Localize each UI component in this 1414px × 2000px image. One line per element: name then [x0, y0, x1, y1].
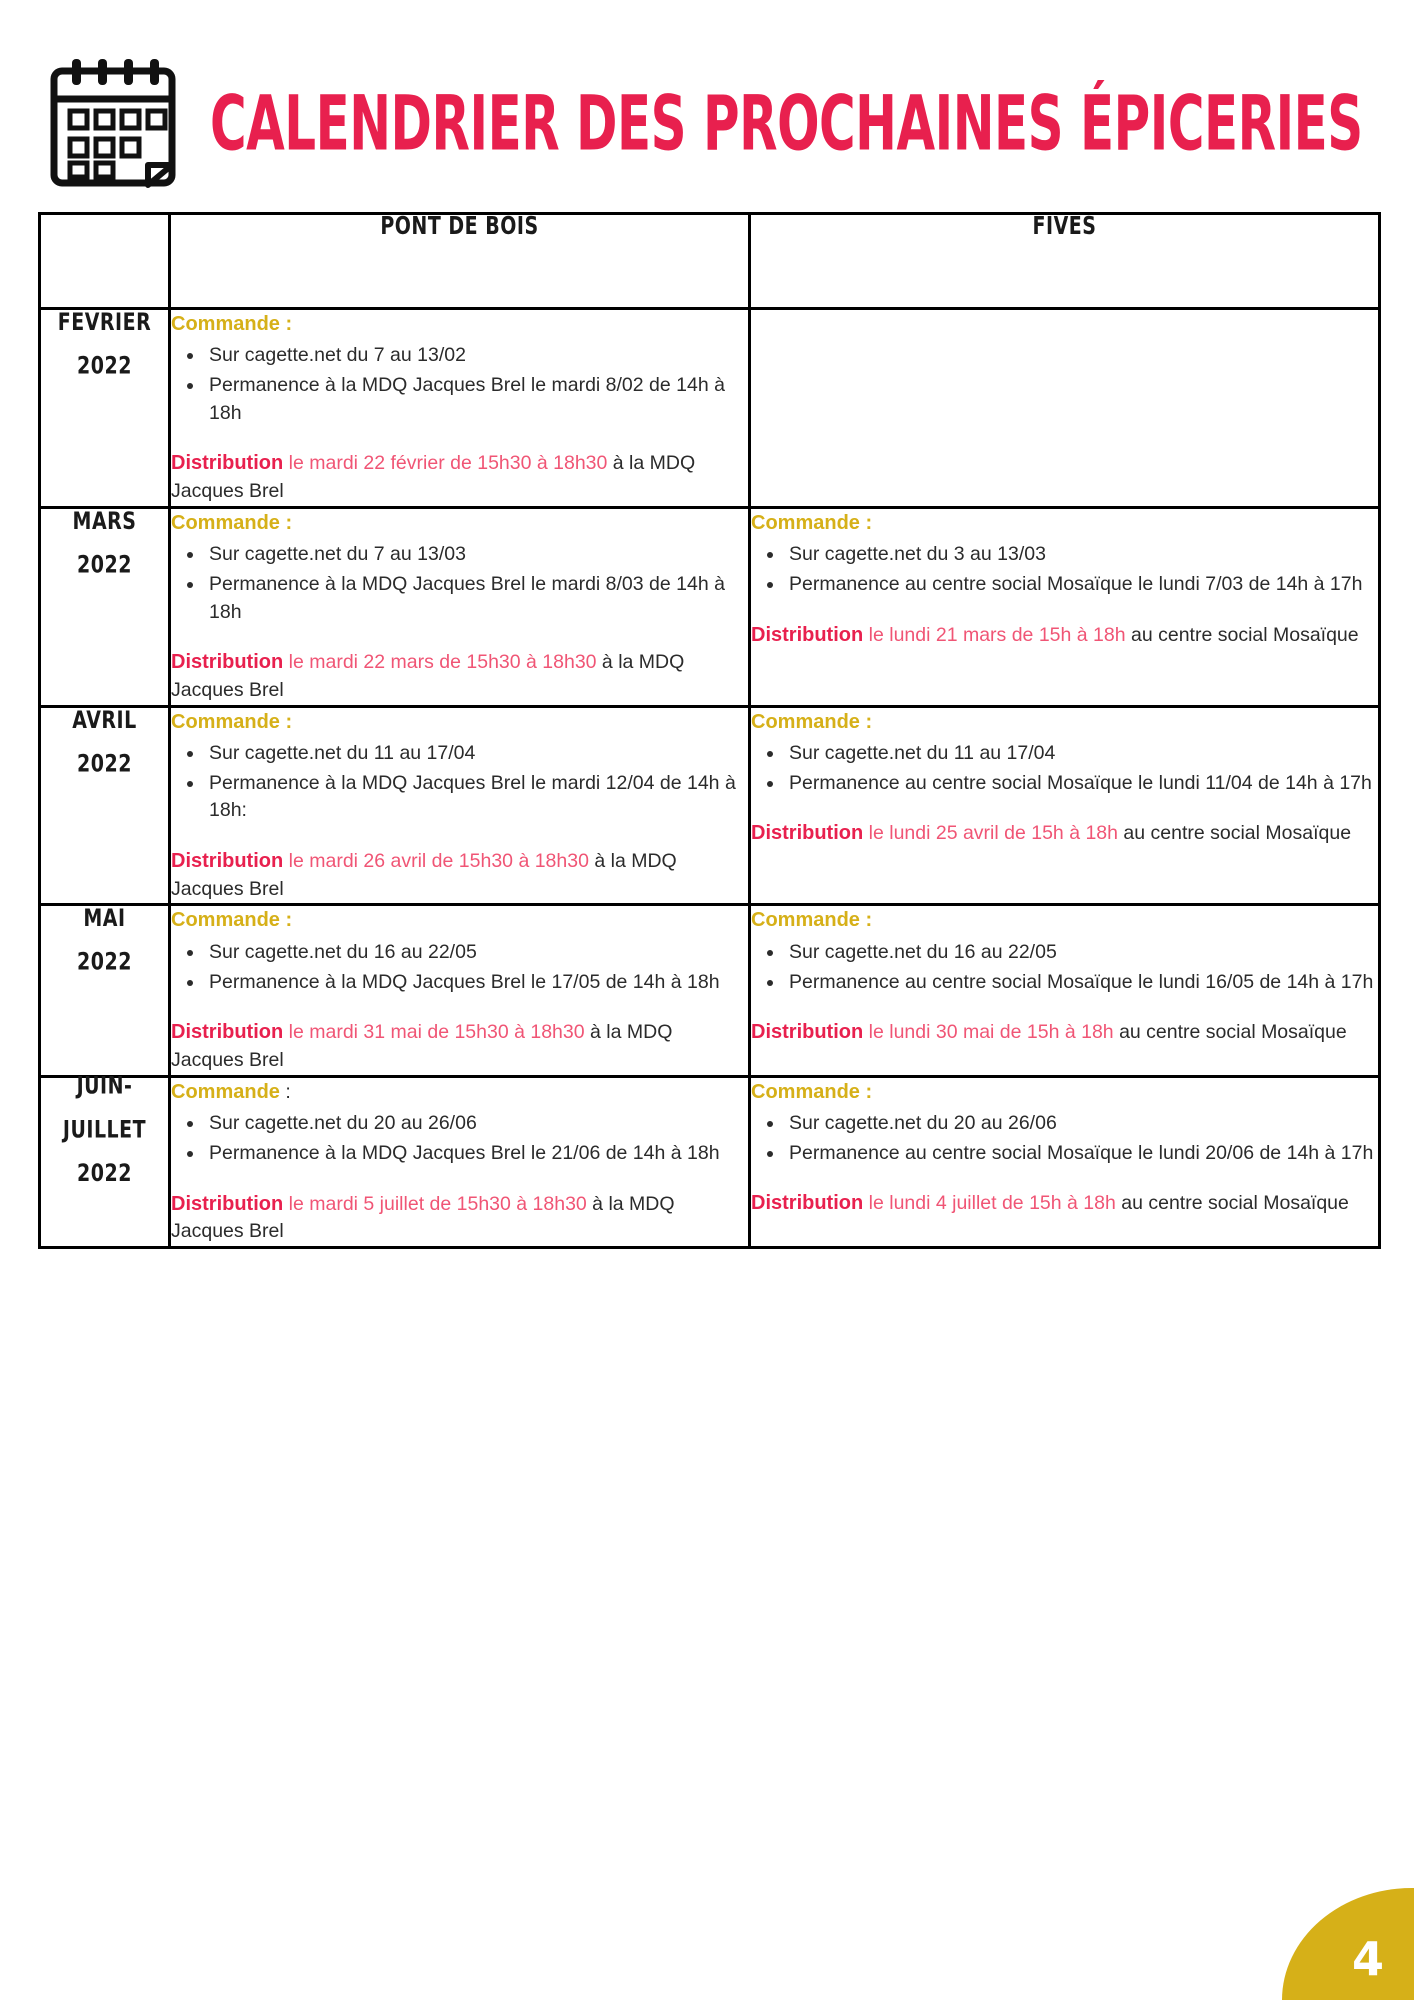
list-item: • Sur cagette.net du 7 au 13/02 — [205, 342, 748, 370]
distribution-label: Distribution — [171, 651, 284, 674]
month-label — [77, 898, 132, 986]
distribution-block — [171, 1018, 748, 1074]
list-item: • Sur cagette.net du 11 au 17/04 — [785, 740, 1378, 768]
month-line-1: FEVRIER — [57, 308, 152, 337]
commande-label: Commande : — [171, 909, 293, 932]
commande-items — [751, 1110, 1378, 1167]
distribution-rest: au centre social Mosaïque — [1123, 822, 1352, 845]
month-cell — [40, 309, 170, 508]
page-number: 4 — [1351, 1932, 1384, 1986]
distribution-highlight: le lundi 4 juillet de 15h à 18h — [863, 1192, 1116, 1215]
month-cell — [40, 507, 170, 706]
month-line-1: MARS — [72, 507, 137, 536]
cell-fives — [750, 905, 1380, 1076]
list-item: • Permanence au centre social Mosaïque le lundi 7/03 de 14h à 17h — [785, 571, 1378, 599]
month-label — [58, 301, 151, 389]
list-item: • Sur cagette.net du 20 au 26/06 — [785, 1110, 1378, 1138]
distribution-highlight: le mardi 22 mars de 15h30 à 18h30 — [283, 651, 597, 674]
distribution-rest: à la MDQ Jacques Brel — [171, 1021, 673, 1071]
table-row — [40, 706, 1380, 905]
column-header-pont-de-bois-label: PONT DE BOIS — [380, 211, 539, 241]
month-line-1: MAI — [83, 905, 126, 933]
column-header-fives-label: FIVES — [1032, 211, 1097, 241]
distribution-label: Distribution — [171, 1021, 284, 1044]
month-line-1: AVRIL — [72, 706, 137, 734]
list-item: • Sur cagette.net du 7 au 13/03 — [205, 541, 748, 569]
list-item: • Sur cagette.net du 3 au 13/03 — [785, 541, 1378, 569]
distribution-label: Distribution — [751, 623, 864, 646]
distribution-highlight: le mardi 31 mai de 15h30 à 18h30 — [283, 1021, 585, 1044]
distribution-label: Distribution — [171, 452, 284, 475]
page-title: CALENDRIER DES PROCHAINES ÉPICERIES — [210, 81, 1363, 169]
list-item: • Permanence à la MDQ Jacques Brel le mardi 8/03 de 14h à 18h — [205, 571, 748, 626]
month-line-2: 2022 — [77, 750, 132, 778]
distribution-rest: au centre social Mosaïque — [1115, 1192, 1349, 1215]
commande-items — [171, 342, 748, 427]
distribution-label: Distribution — [751, 822, 864, 845]
commande-label: Commande : — [171, 710, 293, 733]
distribution-highlight: le lundi 25 avril de 15h à 18h — [863, 822, 1124, 845]
list-item: • Sur cagette.net du 11 au 17/04 — [205, 740, 748, 768]
list-item: • Sur cagette.net du 16 au 22/05 — [205, 939, 748, 967]
cell-pont-de-bois — [170, 507, 750, 706]
cell-pont-de-bois — [170, 905, 750, 1076]
month-label — [72, 699, 136, 787]
commande-items — [751, 740, 1378, 797]
table-row — [40, 1076, 1380, 1247]
distribution-label: Distribution — [751, 1021, 864, 1044]
distribution-rest: à la MDQ Jacques Brel — [171, 452, 696, 503]
commande-items — [171, 740, 748, 825]
calendar-icon — [40, 53, 192, 193]
distribution-label: Distribution — [171, 1192, 284, 1215]
commande-items — [171, 1110, 748, 1167]
month-cell — [40, 905, 170, 1076]
distribution-rest: au centre social Mosaïque — [1125, 623, 1359, 646]
commande-items — [751, 939, 1378, 996]
list-item: • Sur cagette.net du 16 au 22/05 — [785, 939, 1378, 967]
distribution-rest: à la MDQ Jacques Brel — [171, 850, 677, 900]
month-cell — [40, 1071, 170, 1247]
cell-fives — [750, 507, 1380, 706]
list-item: • Permanence à la MDQ Jacques Brel le 17/05 de 14h à 18h — [205, 969, 748, 997]
month-label — [73, 500, 137, 588]
month-line-2: 2022 — [77, 949, 132, 977]
month-label — [63, 1064, 146, 1196]
column-header-month — [40, 214, 170, 309]
list-item: • Permanence au centre social Mosaïque le lundi 11/04 de 14h à 17h — [785, 770, 1378, 798]
distribution-block — [751, 1189, 1378, 1218]
distribution-block — [171, 449, 748, 505]
distribution-highlight: le mardi 5 juillet de 15h30 à 18h30 — [283, 1192, 587, 1215]
commande-items — [171, 541, 748, 626]
distribution-highlight: le mardi 26 avril de 15h30 à 18h30 — [283, 850, 589, 873]
column-header-fives — [750, 211, 1380, 309]
month-line-2: JUILLET — [62, 1115, 147, 1144]
commande-label: Commande : — [751, 511, 873, 534]
cell-pont-de-bois — [170, 309, 750, 508]
commande-label: Commande : — [751, 909, 873, 932]
table-row — [40, 507, 1380, 706]
distribution-rest: à la MDQ Jacques Brel — [171, 1192, 675, 1243]
month-line-3: 2022 — [77, 1159, 132, 1188]
commande-label: Commande : — [171, 511, 293, 534]
list-item: • Permanence au centre social Mosaïque le lundi 20/06 de 14h à 17h — [785, 1140, 1378, 1168]
list-item: • Sur cagette.net du 20 au 26/06 — [205, 1110, 748, 1138]
commande-label: Commande : — [751, 1080, 873, 1103]
distribution-rest: à la MDQ Jacques Brel — [171, 651, 685, 701]
cell-fives — [750, 706, 1380, 905]
distribution-label: Distribution — [171, 850, 284, 873]
commande-items — [751, 541, 1378, 598]
distribution-label: Distribution — [751, 1192, 864, 1215]
cell-fives-empty — [750, 309, 1380, 508]
distribution-block — [171, 1190, 748, 1246]
column-header-pont-de-bois — [170, 211, 750, 309]
distribution-highlight: le mardi 22 février de 15h30 à 18h30 — [283, 452, 608, 475]
commande-label: Commande : — [751, 710, 873, 733]
month-line-2: 2022 — [77, 352, 132, 381]
cell-pont-de-bois — [170, 706, 750, 905]
commande-label-wrap — [171, 1078, 748, 1107]
distribution-block — [171, 648, 748, 704]
page-corner-decoration — [1282, 1888, 1414, 2000]
distribution-rest: au centre social Mosaïque — [1113, 1021, 1347, 1044]
month-line-2: 2022 — [77, 551, 132, 579]
list-item: • Permanence à la MDQ Jacques Brel le mardi 8/02 de 14h à 18h — [205, 372, 748, 427]
commande-label-suffix: : — [279, 1080, 291, 1103]
cell-pont-de-bois — [170, 1076, 750, 1247]
commande-label: Commande — [171, 1080, 280, 1103]
distribution-block — [751, 1018, 1378, 1047]
commande-label: Commande : — [171, 313, 293, 335]
month-line-1: JUIN- — [76, 1071, 133, 1100]
distribution-highlight: le lundi 30 mai de 15h à 18h — [863, 1021, 1114, 1044]
commande-items — [171, 939, 748, 996]
list-item: • Permanence à la MDQ Jacques Brel le 21/06 de 14h à 18h — [205, 1140, 748, 1168]
distribution-block — [751, 819, 1378, 848]
distribution-highlight: le lundi 21 mars de 15h à 18h — [863, 623, 1126, 646]
epicerie-calendar-table — [38, 212, 1381, 1249]
distribution-block — [751, 621, 1378, 650]
cell-fives — [750, 1076, 1380, 1247]
month-cell — [40, 706, 170, 905]
table-header-row — [40, 214, 1380, 309]
list-item: • Permanence au centre social Mosaïque le lundi 16/05 de 14h à 17h — [785, 969, 1378, 997]
table-row — [40, 905, 1380, 1076]
page-header — [38, 48, 1376, 198]
list-item: • Permanence à la MDQ Jacques Brel le mardi 12/04 de 14h à 18h: — [205, 770, 748, 825]
table-row — [40, 309, 1380, 508]
distribution-block — [171, 847, 748, 903]
